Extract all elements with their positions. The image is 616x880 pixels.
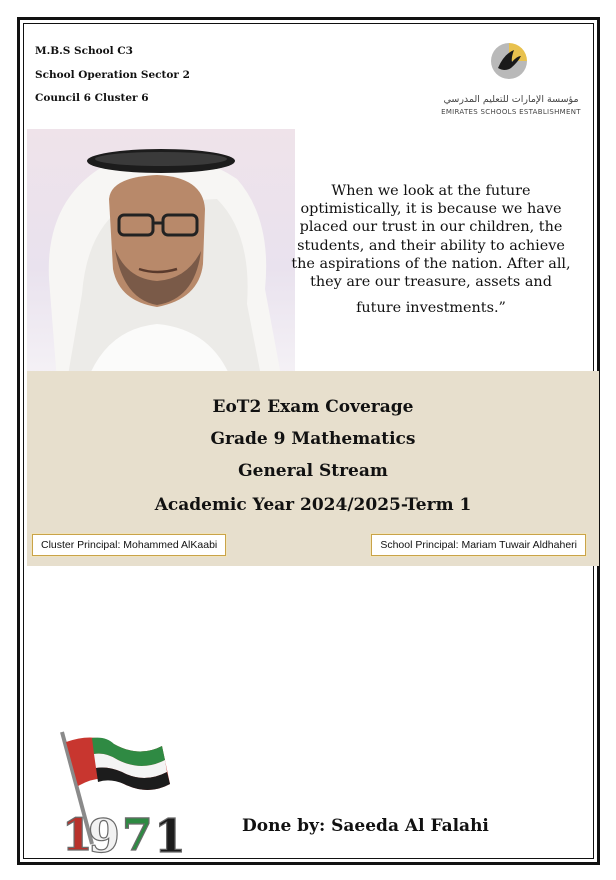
quote-line: When we look at the future [331, 183, 531, 199]
done-by: Done by: Saeeda Al Falahi [242, 816, 489, 836]
uae-flag-1971-emblem-icon [44, 724, 192, 864]
school-sector: School Operation Sector 2 [35, 68, 190, 81]
quote-last-line: future investments.” [356, 300, 506, 316]
portrait-photo [27, 129, 295, 381]
emirates-schools-logo [436, 40, 586, 122]
exam-grade: Grade 9 Mathematics [210, 429, 416, 449]
quote-line: students, and their ability to achieve [297, 237, 565, 254]
quote-line: the aspirations of the nation. After all, [291, 255, 571, 272]
academic-year: Academic Year 2024/2025-Term 1 [154, 495, 472, 515]
school-info [35, 40, 190, 111]
svg-text:7: 7 [122, 810, 153, 861]
svg-text:1: 1 [154, 809, 187, 863]
exam-stream: General Stream [238, 461, 388, 481]
page-border [17, 17, 600, 865]
school-principal: School Principal: Mariam Tuwair Aldhaheri [371, 534, 586, 556]
svg-text:9: 9 [88, 809, 121, 863]
school-name: M.B.S School C3 [35, 45, 133, 57]
taleem-logo-icon [488, 40, 530, 82]
quote-text [276, 182, 586, 291]
exam-title: EoT2 Exam Coverage [212, 397, 414, 417]
quote-line: optimistically, it is because we have [300, 201, 562, 218]
svg-text:1: 1 [62, 810, 93, 861]
quote-line: they are our treasure, assets and [310, 274, 552, 291]
logo-english-name: EMIRATES SCHOOLS ESTABLISHMENT [441, 108, 581, 116]
exam-info-band [27, 371, 599, 566]
logo-arabic-name: مؤسسة الإمارات للتعليم المدرسي [443, 94, 579, 105]
page-inner-border [23, 23, 594, 863]
quote-line: placed our trust in our children, the [299, 219, 563, 236]
cluster-principal: Cluster Principal: Mohammed AlKaabi [32, 534, 226, 556]
school-council: Council 6 Cluster 6 [35, 92, 149, 104]
portrait-figure-icon [27, 129, 295, 381]
